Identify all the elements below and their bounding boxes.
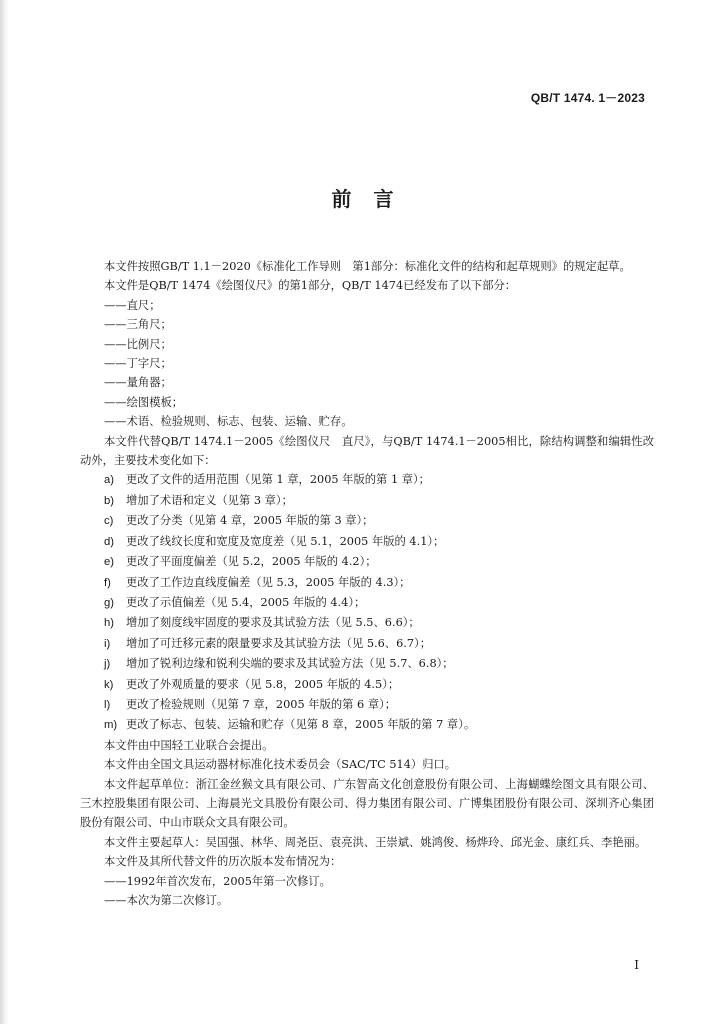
list-item: ——本次为第二次修订。: [104, 894, 229, 907]
change-mark: c): [104, 515, 114, 528]
change-mark: a): [104, 474, 115, 487]
change-mark: m): [104, 719, 118, 732]
paragraph-history-intro: 本文件及其所代替文件的历次版本发布情况为：: [104, 855, 342, 869]
change-text: 增加了术语和定义（见第 3 章）；: [126, 493, 293, 507]
change-mark: g): [104, 596, 115, 609]
parts-list: [80, 296, 654, 432]
paragraph-proposer: 本文件由中国轻工业联合会提出。: [104, 738, 274, 752]
change-mark: k): [104, 678, 114, 691]
change-item: [80, 470, 654, 490]
list-item: ——丁字尺；: [104, 357, 172, 371]
change-mark: h): [104, 617, 115, 630]
change-item: [80, 613, 654, 633]
paragraph-drafters: 本文件主要起草人：吴国强、林华、周尧臣、袁亮洪、王崇斌、姚鸿俊、杨烨玲、邱光金、康红兵、李艳丽。: [104, 835, 647, 849]
change-text: 更改了示值偏差（见 5.4，2005 年版的 4.4）；: [126, 595, 366, 609]
change-item: [80, 532, 654, 552]
list-item: ——比例尺；: [104, 337, 172, 351]
document-body: [80, 257, 654, 910]
change-text: 更改了外观质量的要求（见 5.8，2005 年版的 4.5）；: [126, 677, 400, 691]
change-text: 更改了分类（见第 4 章，2005 年版的第 3 章）；: [126, 514, 374, 528]
changes-list: [80, 470, 654, 735]
change-text: 增加了可迁移元素的限量要求及其试验方法（见 5.6、6.7）；: [126, 636, 432, 650]
change-text: 更改了文件的适用范围（见第 1 章，2005 年版的第 1 章）；: [126, 473, 430, 487]
change-mark: f): [104, 576, 111, 589]
change-text: 增加了刻度线牢固度的要求及其试验方法（见 5.5、6.6）；: [126, 616, 420, 630]
list-item: ——1992年首次发布，2005年第一次修订。: [104, 874, 331, 888]
change-item: [80, 695, 654, 715]
list-item: ——术语、检验规则、标志、包装、运输、贮存。: [104, 415, 353, 429]
list-item: ——三角尺；: [104, 318, 172, 332]
change-item: [80, 654, 654, 674]
change-item: [80, 715, 654, 735]
binding-edge: [0, 0, 9, 1024]
list-item: ——绘图模板；: [104, 395, 184, 409]
change-mark: l): [104, 698, 111, 711]
change-text: 更改了标志、包装、运输和贮存（见第 8 章，2005 年版的第 7 章）。: [126, 718, 476, 732]
list-item: ——量角器；: [104, 376, 172, 390]
change-mark: d): [104, 535, 115, 548]
paragraph-parts-intro: 本文件是QB/T 1474《绘图仪尺》的第1部分，QB/T 1474已经发布了以下部分：: [104, 279, 517, 293]
change-text: 增加了锐利边缘和锐利尖端的要求及其试验方法（见 5.7、6.8）；: [126, 657, 454, 671]
change-mark: b): [104, 494, 115, 507]
change-item: [80, 634, 654, 654]
change-item: [80, 552, 654, 572]
change-item: [80, 511, 654, 531]
change-item: [80, 593, 654, 613]
page-title: 前言: [331, 187, 416, 211]
change-text: 更改了线纹长度和宽度及宽度差（见 5.1，2005 年版的 4.1）；: [126, 534, 445, 548]
change-mark: j): [104, 658, 111, 671]
paragraph-drafting-rules: 本文件按照GB/T 1.1－2020《标准化工作导则 第1部分：标准化文件的结构和起草规则》的规定起草。: [104, 260, 631, 273]
standard-code: QB/T 1474. 1－2023: [530, 91, 645, 105]
change-text: 更改了工作边直线度偏差（见 5.3，2005 年版的 4.3）；: [126, 575, 411, 589]
page-number: I: [634, 958, 639, 972]
change-text: 更改了平面度偏差（见 5.2，2005 年版的 4.2）；: [126, 555, 377, 569]
change-text: 更改了检验规则（见第 7 章，2005 年版的第 6 章）；: [126, 697, 397, 711]
list-item: ——直尺；: [104, 298, 161, 312]
change-mark: i): [104, 637, 111, 650]
change-item: [80, 573, 654, 593]
change-item: [80, 491, 654, 511]
history-list: [80, 872, 654, 911]
change-mark: e): [104, 556, 115, 569]
paragraph-replacement: 本文件代替QB/T 1474.1－2005《绘图仪尺 直尺》，与QB/T 1474.1－2005相比，除结构调整和编辑性改动外，主要技术变化如下：: [80, 434, 654, 468]
paragraph-committee: 本文件由全国文具运动器材标准化技术委员会（SAC/TC 514）归口。: [104, 758, 457, 772]
paragraph-drafting-units: 本文件起草单位：浙江金丝猴文具有限公司、广东智高文化创意股份有限公司、上海蝴蝶绘图文具有限公司、三木控股集团有限公司、上海晨光文具股份有限公司、得力集团有限公司、广博集团股份有限公司、深圳齐心集团股份有限公司、中山市联众文具有限公司。: [80, 777, 654, 830]
change-item: [80, 675, 654, 695]
